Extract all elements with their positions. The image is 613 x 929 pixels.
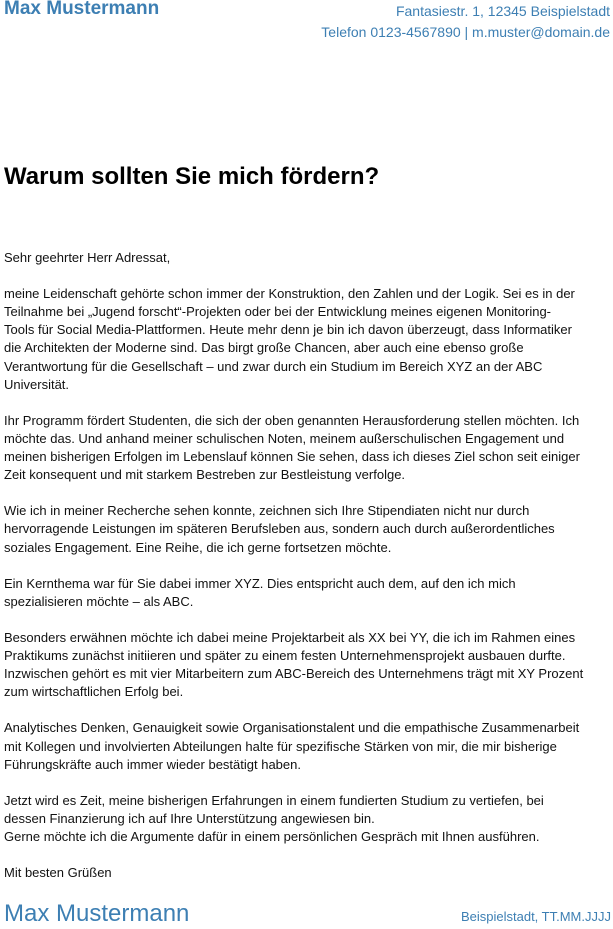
- body-paragraph: Jetzt wird es Zeit, meine bisherigen Erfahrungen in einem fundierten Studium zu vertiefen, bei dessen Finanzierung ich auf Ihre Unterstützung angewiesen bin.: [4, 792, 544, 826]
- body-paragraph: Ihr Programm fördert Studenten, die sich der oben genannten Herausforderung stellen möchten. Ich möchte das. Und anhand meiner schulischen Noten, meinem außerschulischen Engagement und meinen bisherigen Erfolgen im Lebenslauf können Sie sehen, dass ich dieses Ziel schon seit einiger Zeit konsequent und mit starkem Bestreben zur Bestleistung verfolge.: [4, 412, 580, 483]
- header-phone-email: Telefon 0123-4567890 | m.muster@domain.de: [321, 24, 610, 40]
- salutation: Sehr geehrter Herr Adressat,: [4, 250, 171, 265]
- body-paragraph: Besonders erwähnen möchte ich dabei meine Projektarbeit als XX bei YY, die ich im Rahmen eines Praktikums zunächst initiieren und später zu einem festen Unternehmensprojekt ausbauen durfte. Inzwischen gehört es mit vier Mitarbeitern zum ABC-Bereich des Unternehmens trägt mit XY Prozent zum wirtschaftlichen Erfolg bei.: [4, 629, 584, 700]
- header-contact-block: [321, 1, 610, 43]
- body-paragraph: Wie ich in meiner Recherche sehen konnte, zeichnen sich Ihre Stipendiaten nicht nur durch hervorragende Leistungen im späteren Berufsleben aus, sondern auch durch außerordentliches soziales Engagement. Eine Reihe, die ich gerne fortsetzen möchte.: [4, 503, 555, 555]
- closing-greeting: Mit besten Grüßen: [4, 865, 112, 881]
- body-paragraph: meine Leidenschaft gehörte schon immer der Konstruktion, den Zahlen und der Logik. Sei es in der Teilnahme bei „Jugend forscht“-Projekten oder bei der Entwicklung meines eigenen Monitoring- Tools für Social Media-Plattformen. Heute mehr denn je bin ich davon überzeugt, dass Informatiker die Architekten der Moderne sind. Das birgt große Chancen, aber auch eine ebenso große Verantwortung für die Gesellschaft – und zwar durch ein Studium im Bereich XYZ an der ABC Universität.: [4, 286, 575, 392]
- body-paragraph: Analytisches Denken, Genauigkeit sowie Organisationstalent und die empathische Zusammenarbeit mit Kollegen und involvierten Abteilungen halte für spezifische Stärken von mir, die mir bisherige Führungskräfte auch immer wieder bestätigt haben.: [4, 720, 580, 772]
- place-date: Beispielstadt, TT.MM.JJJJ: [460, 909, 611, 924]
- page-title: Warum sollten Sie mich fördern?: [4, 163, 380, 190]
- signature-name: Max Mustermann: [4, 900, 190, 927]
- body-paragraph: Ein Kernthema war für Sie dabei immer XYZ. Dies entspricht auch dem, auf den ich mich spezialisieren möchte – als ABC.: [4, 575, 516, 609]
- header-name: Max Mustermann: [4, 0, 160, 19]
- header-address: Fantasiestr. 1, 12345 Beispielstadt: [395, 3, 610, 19]
- letter-body: [4, 249, 610, 900]
- final-line: Gerne möchte ich die Argumente dafür in einem persönlichen Gespräch mit Ihnen ausführen.: [4, 829, 540, 844]
